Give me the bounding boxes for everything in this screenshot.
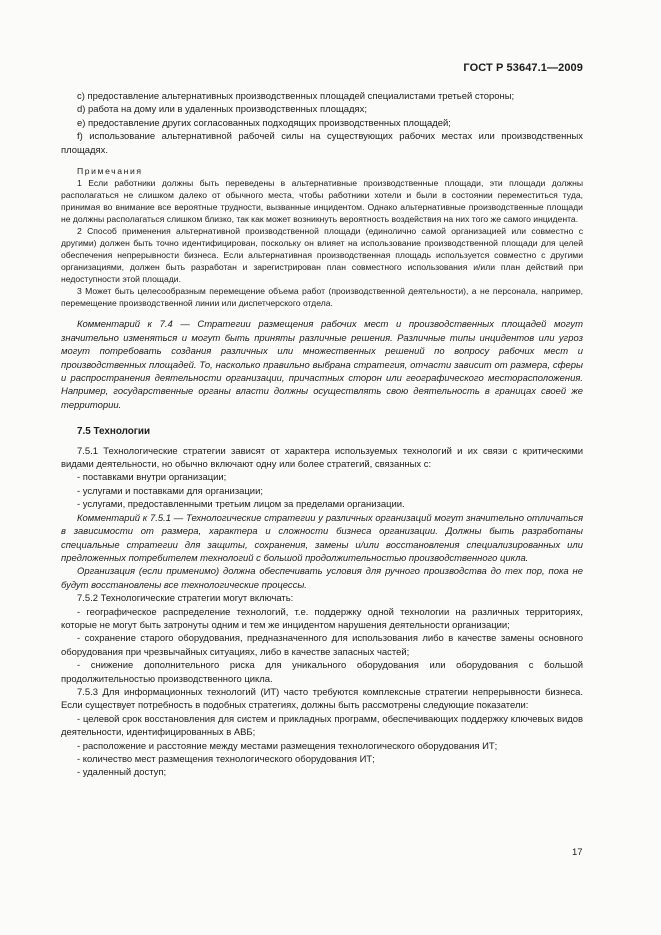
page-number: 17 (572, 847, 583, 858)
section-heading: 7.5 Технологии (77, 426, 151, 438)
paragraph-7-5-2: 7.5.2 Технологические стратегии могут включать: (77, 593, 294, 605)
comment-7-5-1-continued: Организация (если применимо) должна обеспечивать условия для ручного производства до тех пор, пока не будут восстановлены все технологические процессы. (61, 566, 583, 591)
list-item: - поставками внутри организации; (77, 472, 227, 484)
list-item: - услугами и поставками для организации; (77, 485, 263, 497)
comment-7-4: Комментарий к 7.4 — Стратегии размещения рабочих мест и производственных площадей могут значительно изменяться и могут быть приняты различные решения. Различные типы инцидентов или угроз могут потребовать создания различных или множественных решений по вопросу рабочих мест и производственных площадей. То, насколько правильно выбрана стратегия, отчасти зависит от размера, сферы и распространения деятельности организации, причастных сторон или географического месторасположения. Например, государственные органы власти должны осуществлять свою деятельность в границах своей же территории. (61, 319, 583, 411)
list-item: - расположение и расстояние между местами размещения технологического оборудования ИТ; (77, 740, 498, 752)
paragraph-7-5-3: 7.5.3 Для информационных технологий (ИТ) часто требуются комплексные стратегии непрерывности бизнеса. Если существует потребность в подобных стратегиях, должны быть рассмотрены следующие показатели: (61, 686, 583, 712)
note-item: 1 Если работники должны быть переведены в альтернативные производственные площади, эти площади должны располагаться не слишком далеко от обычного места, чтобы работники хотели и были в состоянии переместиться туда, принимая во внимание все вероятные трудности, вызванные инцидентом. Однако альтернативные производственные площади не должны располагаться слишком близко, так как может возникнуть вероятность воздействия на них того же самого инцидента. (61, 178, 583, 225)
note-item: 3 Может быть целесообразным перемещение объема работ (производственной деятельности), а не персонала, например, перемещение производственной линии или диспетчерского отдела. (61, 285, 583, 308)
paragraph-7-5-1: 7.5.1 Технологические стратегии зависят от характера используемых технологий и их связи с критическими видами деятельности, но обычно включают одну или более стратегий, связанных с: (61, 445, 583, 471)
list-item: d) работа на дому или в удаленных производственных площадях; (77, 104, 367, 116)
list-item: с) предоставление альтернативных производственных площадей специалистами третьей стороны; (77, 91, 515, 102)
list-item: - количество мест размещения технологического оборудования ИТ; (77, 754, 375, 765)
list-item: - снижение дополнительного риска для уникального оборудования или оборудования с большой продолжительностью производственного цикла. (61, 660, 583, 685)
list-item: е) предоставление других согласованных подходящих производственных площадей; (77, 117, 451, 129)
page-body (61, 90, 583, 780)
list-item: - целевой срок восстановления для систем и прикладных программ, обеспечивающих поддержку ключевых видов деятельности, идентифицированных в АВБ; (61, 713, 583, 739)
list-item: - сохранение старого оборудования, предназначенного для использования либо в качестве замены основного оборудования при чрезвычайных ситуациях, либо в качестве запасных частей; (61, 633, 583, 658)
note-item: 2 Способ применения альтернативной производственной площади (единолично самой организацией или совместно с другими) должен быть точно идентифицирован, поскольку он влияет на использование производственной площади для целей обеспечения непрерывности бизнеса. Если альтернативная производственная площадь используется совместно с другими организациями, должен быть разработан и зарегистрирован план совместного использования и/или план действий при недоступности этой площади. (61, 226, 583, 284)
list-item: - удаленный доступ; (77, 767, 167, 779)
notes-title: Примечания (77, 166, 143, 177)
document-header: ГОСТ Р 53647.1—2009 (463, 62, 583, 74)
list-item: - услугами, предоставленными третьим лицом за пределами организации. (77, 499, 405, 511)
list-item: f) использование альтернативной рабочей силы на существующих рабочих местах или производственных площадях. (61, 131, 583, 156)
comment-7-5-1: Комментарий к 7.5.1 — Технологические стратегии у различных организаций могут значительно отличаться в зависимости от размера, характера и сложности бизнеса организации. Должны быть разработаны специальные стратегии для защиты, сохранения, замены и/или восстановления специализированных или предложенных потребителем технологий с большой продолжительностью производственного цикла. (61, 512, 583, 564)
list-item: - географическое распределение технологий, т.е. поддержку одной технологии на различных территориях, которые не могут быть затронуты одним и тем же инцидентом нарушения деятельности организации; (61, 606, 583, 631)
